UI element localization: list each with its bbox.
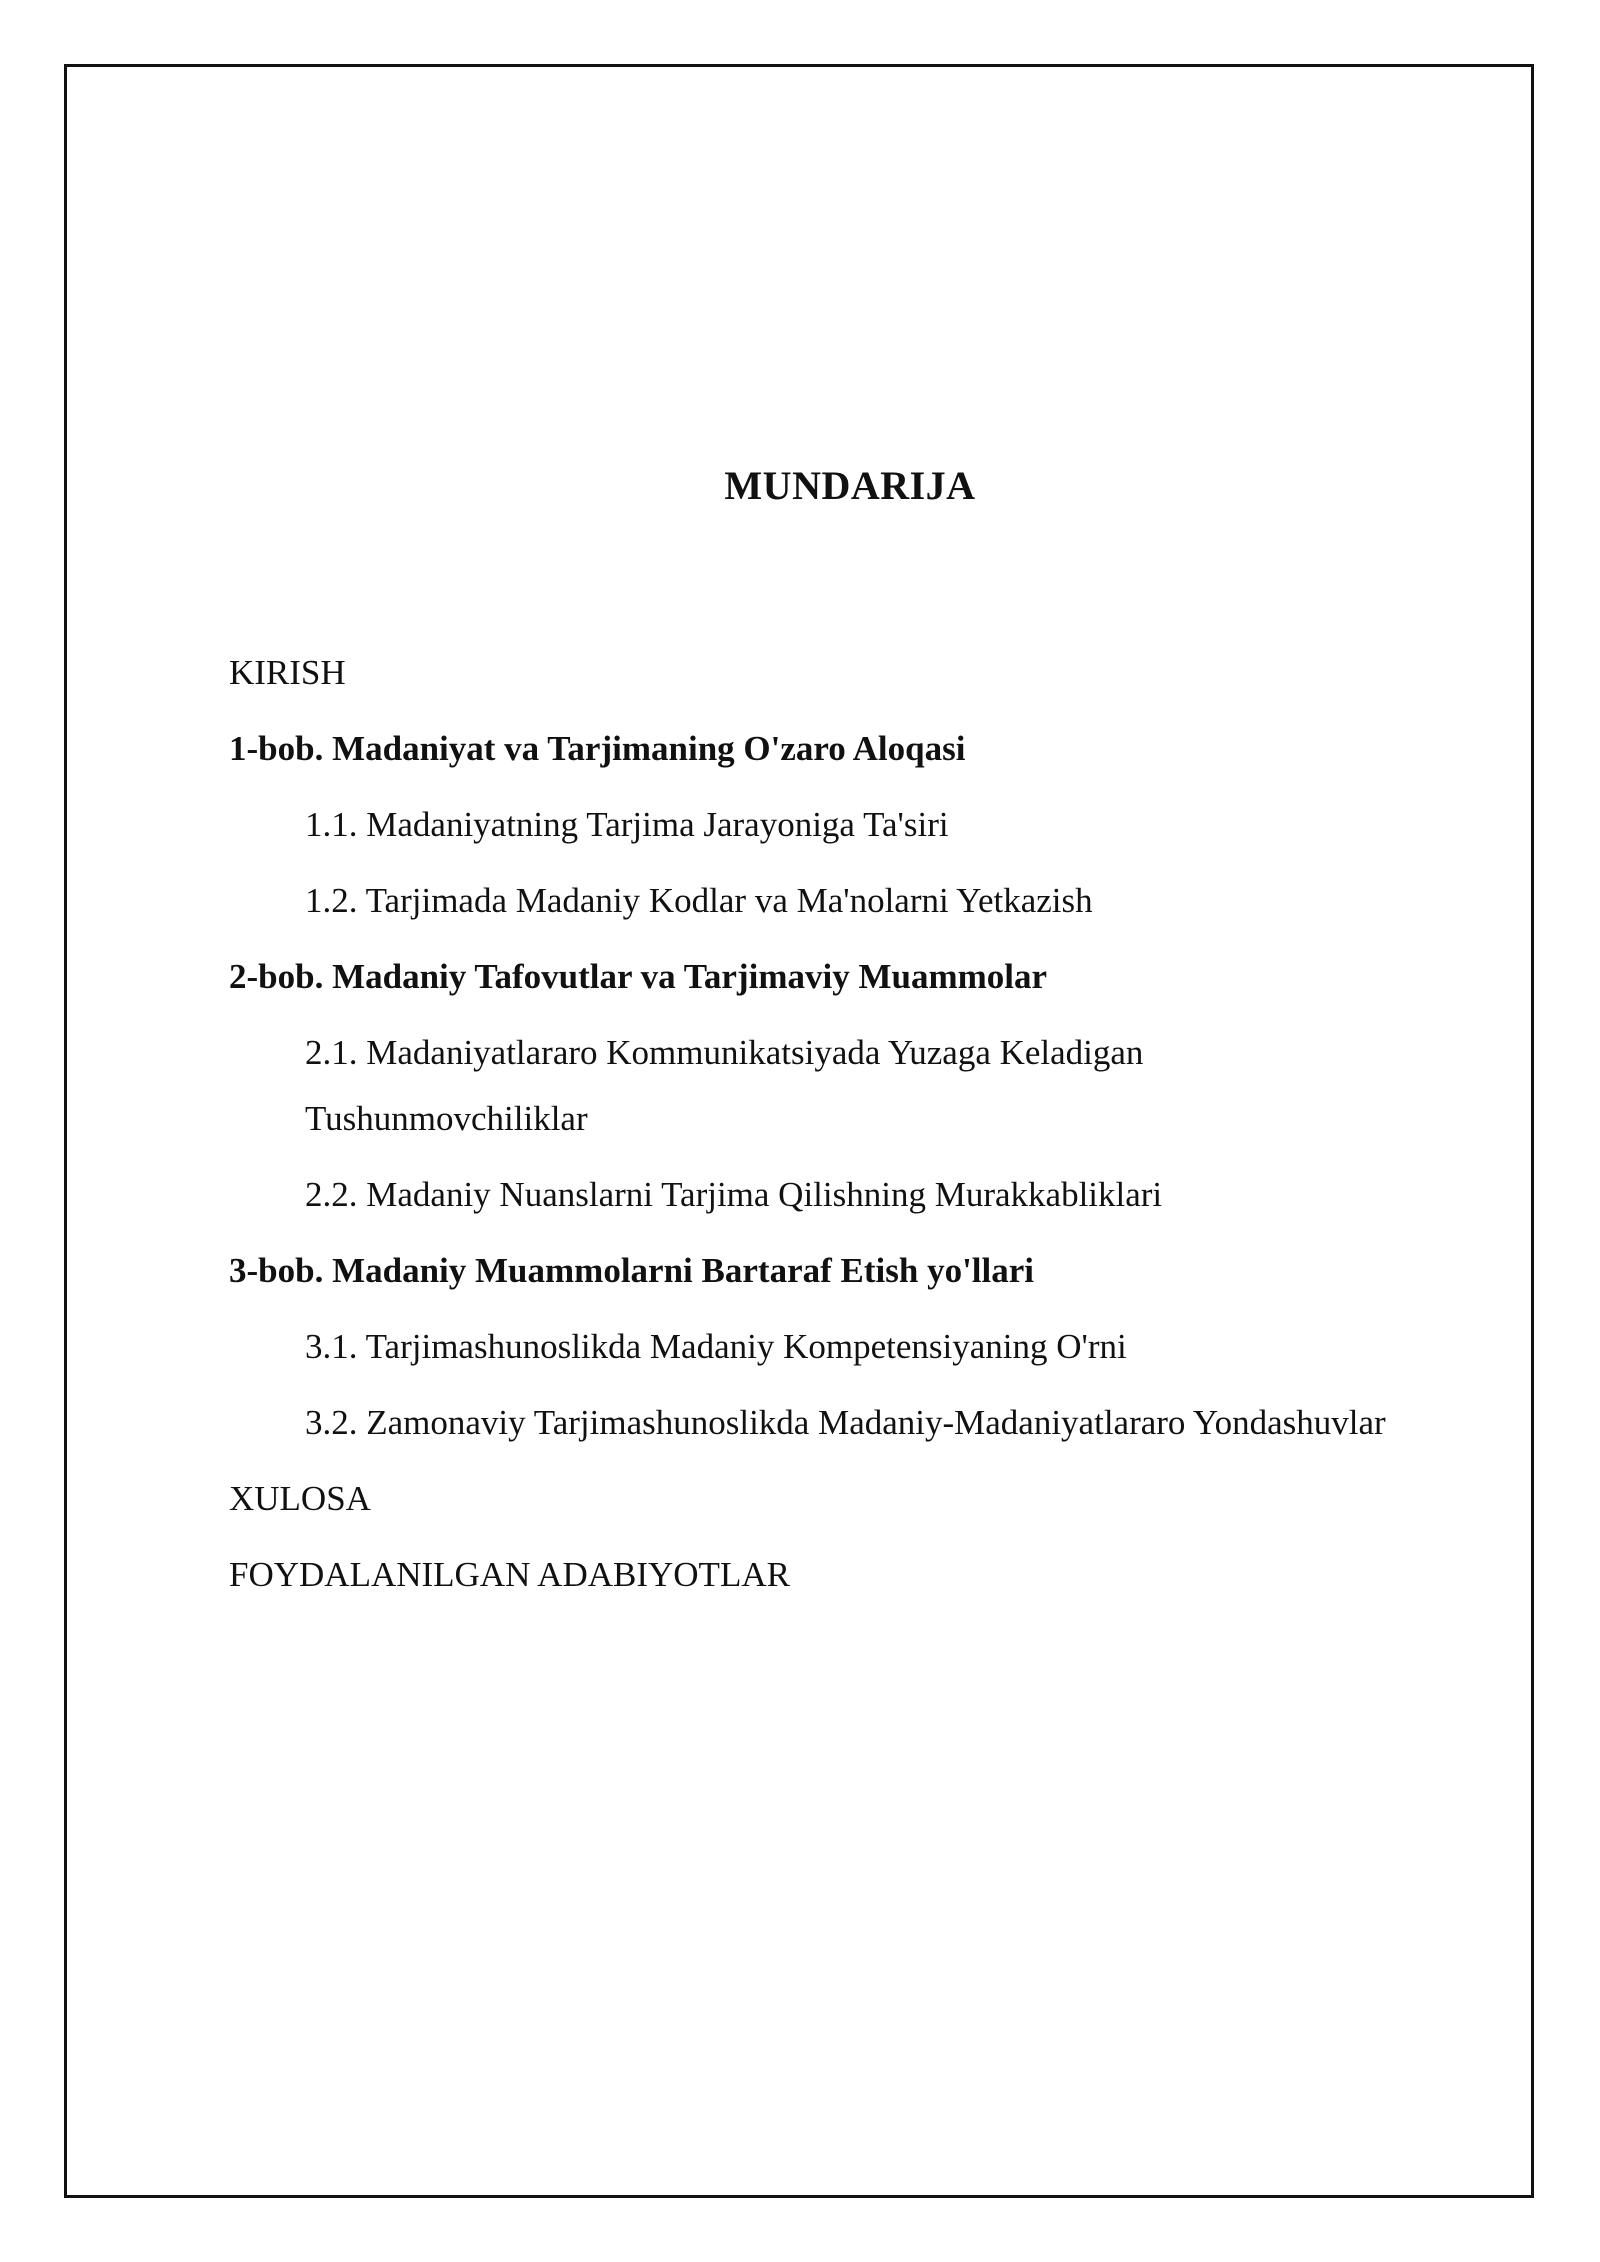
toc-section-1-1: 1.1. Madaniyatning Tarjima Jarayoniga Ta'siri bbox=[305, 805, 949, 844]
toc-section-1-2: 1.2. Tarjimada Madaniy Kodlar va Ma'nolarni Yetkazish bbox=[305, 881, 1093, 920]
toc-item-kirish: KIRISH bbox=[229, 653, 346, 692]
toc-chapter-3: 3-bob. Madaniy Muammolarni Bartaraf Etish yo'llari bbox=[229, 1251, 1034, 1290]
toc-item-adabiyotlar: FOYDALANILGAN ADABIYOTLAR bbox=[229, 1555, 790, 1594]
page-title: MUNDARIJA bbox=[724, 463, 976, 508]
toc-section-2-2: 2.2. Madaniy Nuanslarni Tarjima Qilishning Murakkabliklari bbox=[305, 1175, 1163, 1214]
toc-chapter-1: 1-bob. Madaniyat va Tarjimaning O'zaro Aloqasi bbox=[229, 729, 966, 768]
table-of-contents bbox=[229, 640, 1529, 1618]
toc-section-3-2: 3.2. Zamonaviy Tarjimashunoslikda Madaniy-Madaniyatlararo Yondashuvlar bbox=[305, 1403, 1386, 1442]
toc-section-2-1: 2.1. Madaniyatlararo Kommunikatsiyada Yuzaga Keladigan Tushunmovchiliklar bbox=[305, 1033, 1144, 1138]
toc-item-xulosa: XULOSA bbox=[229, 1479, 371, 1518]
toc-section-3-1: 3.1. Tarjimashunoslikda Madaniy Kompetensiyaning O'rni bbox=[305, 1327, 1127, 1366]
toc-chapter-2: 2-bob. Madaniy Tafovutlar va Tarjimaviy Muammolar bbox=[229, 957, 1048, 996]
